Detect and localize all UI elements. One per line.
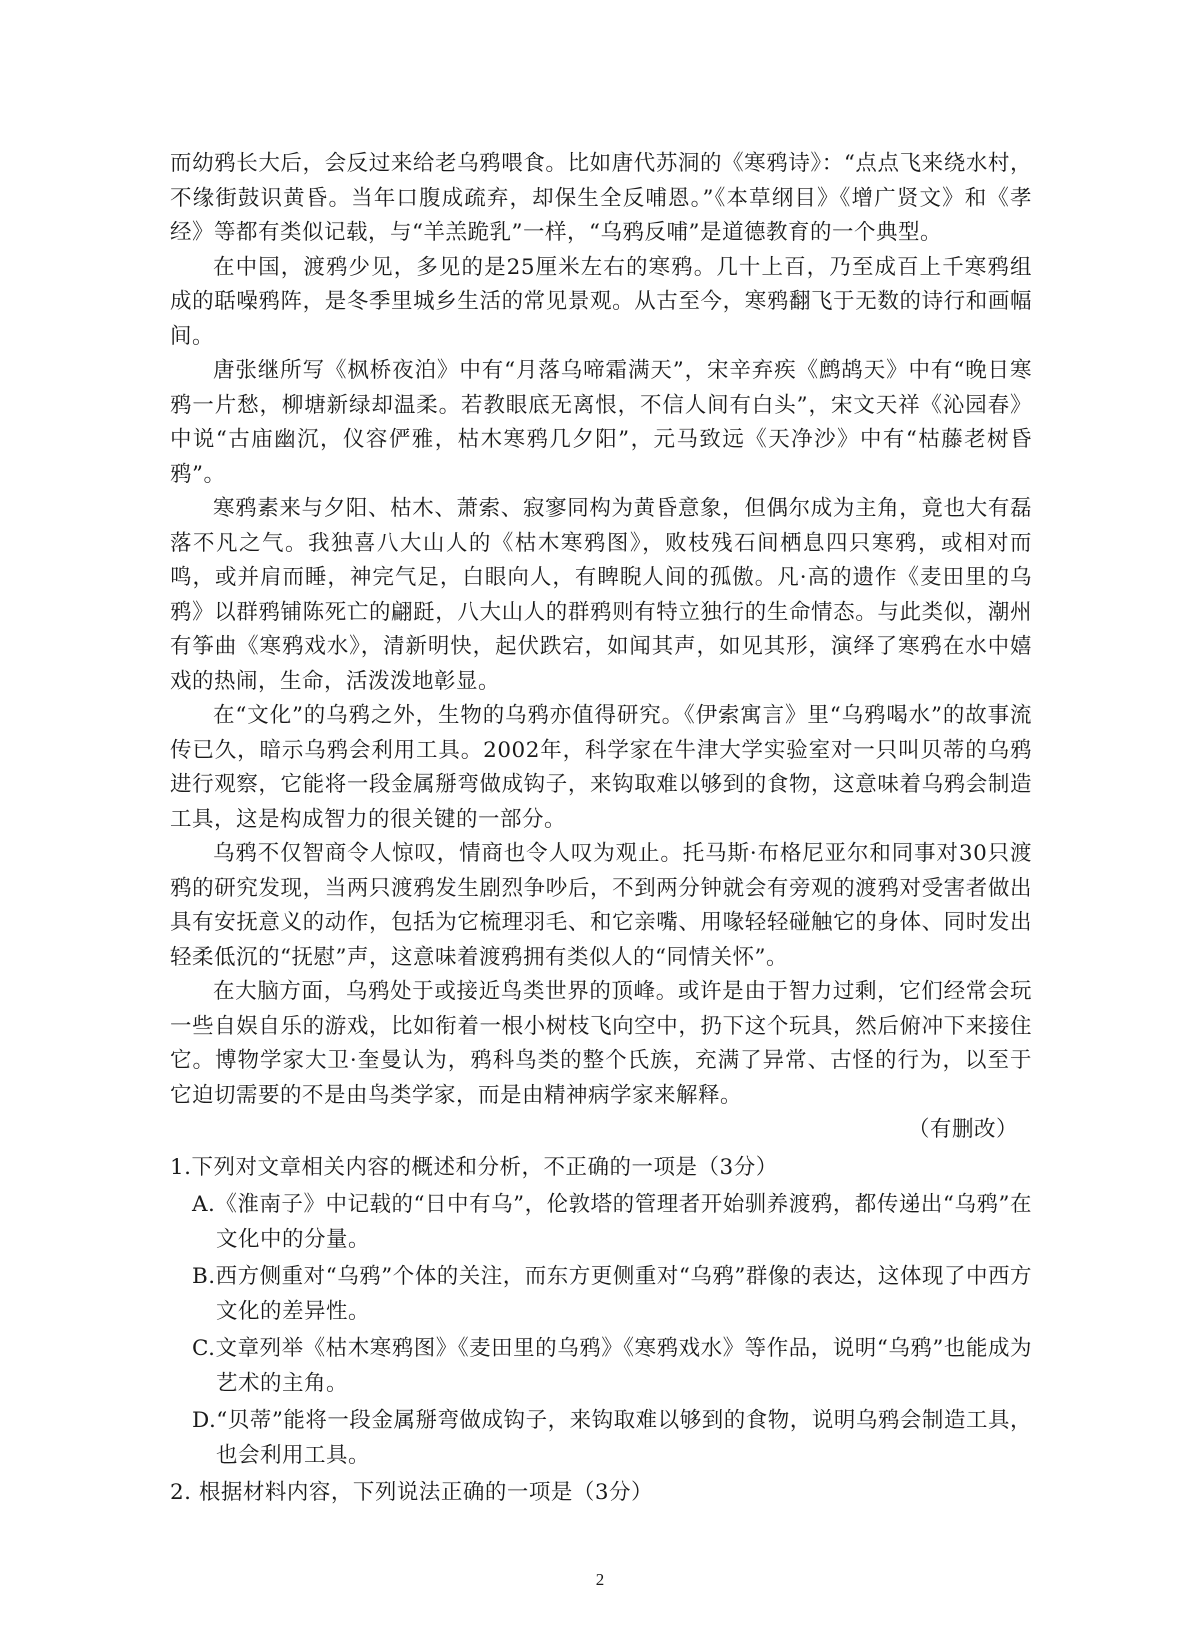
paragraph-5: 在“文化”的乌鸦之外，生物的乌鸦亦值得研究。《伊索寓言》里“乌鸦喝水”的故事流传已久，暗示乌鸦会利用工具。2002年，科学家在牛津大学实验室对一只叫贝蒂的乌鸦进行观察，它能将一段金属掰弯做成钩子，来钩取难以够到的食物，这意味着乌鸦会制造工具，这是构成智力的很关键的一部分。	[170, 703, 1032, 832]
paragraph-6: 乌鸦不仅智商令人惊叹，情商也令人叹为观止。托马斯·布格尼亚尔和同事对30只渡鸦的研究发现，当两只渡鸦发生剧烈争吵后，不到两分钟就会有旁观的渡鸦对受害者做出具有安抚意义的动作，包括为它梳理羽毛、和它亲嘴、用喙轻轻碰触它的身体、同时发出轻柔低沉的“抚慰”声，这意味着渡鸦拥有类似人的“同情关怀”。	[170, 841, 1032, 970]
article-body	[170, 147, 1032, 1511]
paragraph-4: 寒鸦素来与夕阳、枯木、萧索、寂寥同构为黄昏意象，但偶尔成为主角，竟也大有磊落不凡之气。我独喜八大山人的《枯木寒鸦图》，败枝残石间栖息四只寒鸦，或相对而鸣，或并肩而睡，神完气足，白眼向人，有睥睨人间的孤傲。凡·高的遗作《麦田里的乌鸦》以群鸦铺陈死亡的翩跹，八大山人的群鸦则有特立独行的生命情态。与此类似，潮州有筝曲《寒鸦戏水》，清新明快，起伏跌宕，如闻其声，如见其形，演绎了寒鸦在水中嬉戏的热闹，生命，活泼泼地彰显。	[170, 496, 1032, 694]
question-1	[170, 1151, 1032, 1474]
paragraph-3: 唐张继所写《枫桥夜泊》中有“月落乌啼霜满天”，宋辛弃疾《鹧鸪天》中有“晚日寒鸦一片愁，柳塘新绿却温柔。若教眼底无离恨，不信人间有白头”，宋文天祥《沁园春》中说“古庙幽沉，仪容俨雅，枯木寒鸦几夕阳”，元马致远《天净沙》中有“枯藤老树昏鸦”。	[170, 358, 1032, 487]
paragraph-2: 在中国，渡鸦少见，多见的是25厘米左右的寒鸦。几十上百，乃至成百上千寒鸦组成的聒噪鸦阵，是冬季里城乡生活的常见景观。从古至今，寒鸦翻飞于无数的诗行和画幅间。	[170, 254, 1032, 349]
question-1-stem: 1.下列对文章相关内容的概述和分析，不正确的一项是（3分）	[170, 1154, 778, 1180]
question-1-option-d: D.“贝蒂”能将一段金属掰弯做成钩子，来钩取难以够到的食物，说明乌鸦会制造工具，也会利用工具。	[192, 1408, 1032, 1468]
question-1-option-a: A.《淮南子》中记载的“日中有乌”，伦敦塔的管理者开始驯养渡鸦，都传递出“乌鸦”在文化中的分量。	[192, 1192, 1032, 1252]
source-note: （有删改）	[907, 1117, 1018, 1142]
question-2	[170, 1476, 1032, 1511]
page-number: 2	[595, 1570, 605, 1589]
question-1-option-c: C.文章列举《枯木寒鸦图》《麦田里的乌鸦》《寒鸦戏水》等作品，说明“乌鸦”也能成为艺术的主角。	[192, 1336, 1032, 1396]
question-2-stem: 2. 根据材料内容，下列说法正确的一项是（3分）	[170, 1480, 654, 1505]
paragraph-7: 在大脑方面，乌鸦处于或接近鸟类世界的顶峰。或许是由于智力过剩，它们经常会玩一些自娱自乐的游戏，比如衔着一根小树枝飞向空中，扔下这个玩具，然后俯冲下来接住它。博物学家大卫·奎曼认为，鸦科鸟类的整个氏族，充满了异常、古怪的行为，以至于它迫切需要的不是由鸟类学家，而是由精神病学家来解释。	[170, 979, 1032, 1108]
question-1-option-b: B.西方侧重对“乌鸦”个体的关注，而东方更侧重对“乌鸦”群像的表达，这体现了中西方文化的差异性。	[192, 1264, 1032, 1324]
paragraph-1: 而幼鸦长大后，会反过来给老乌鸦喂食。比如唐代苏洞的《寒鸦诗》：“点点飞来绕水村，不缘街鼓识黄昏。当年口腹成疏弃，却保生全反哺恩。”《本草纲目》《增广贤文》和《孝经》等都有类似记载，与“羊羔跪乳”一样，“乌鸦反哺”是道德教育的一个典型。	[170, 151, 1032, 245]
